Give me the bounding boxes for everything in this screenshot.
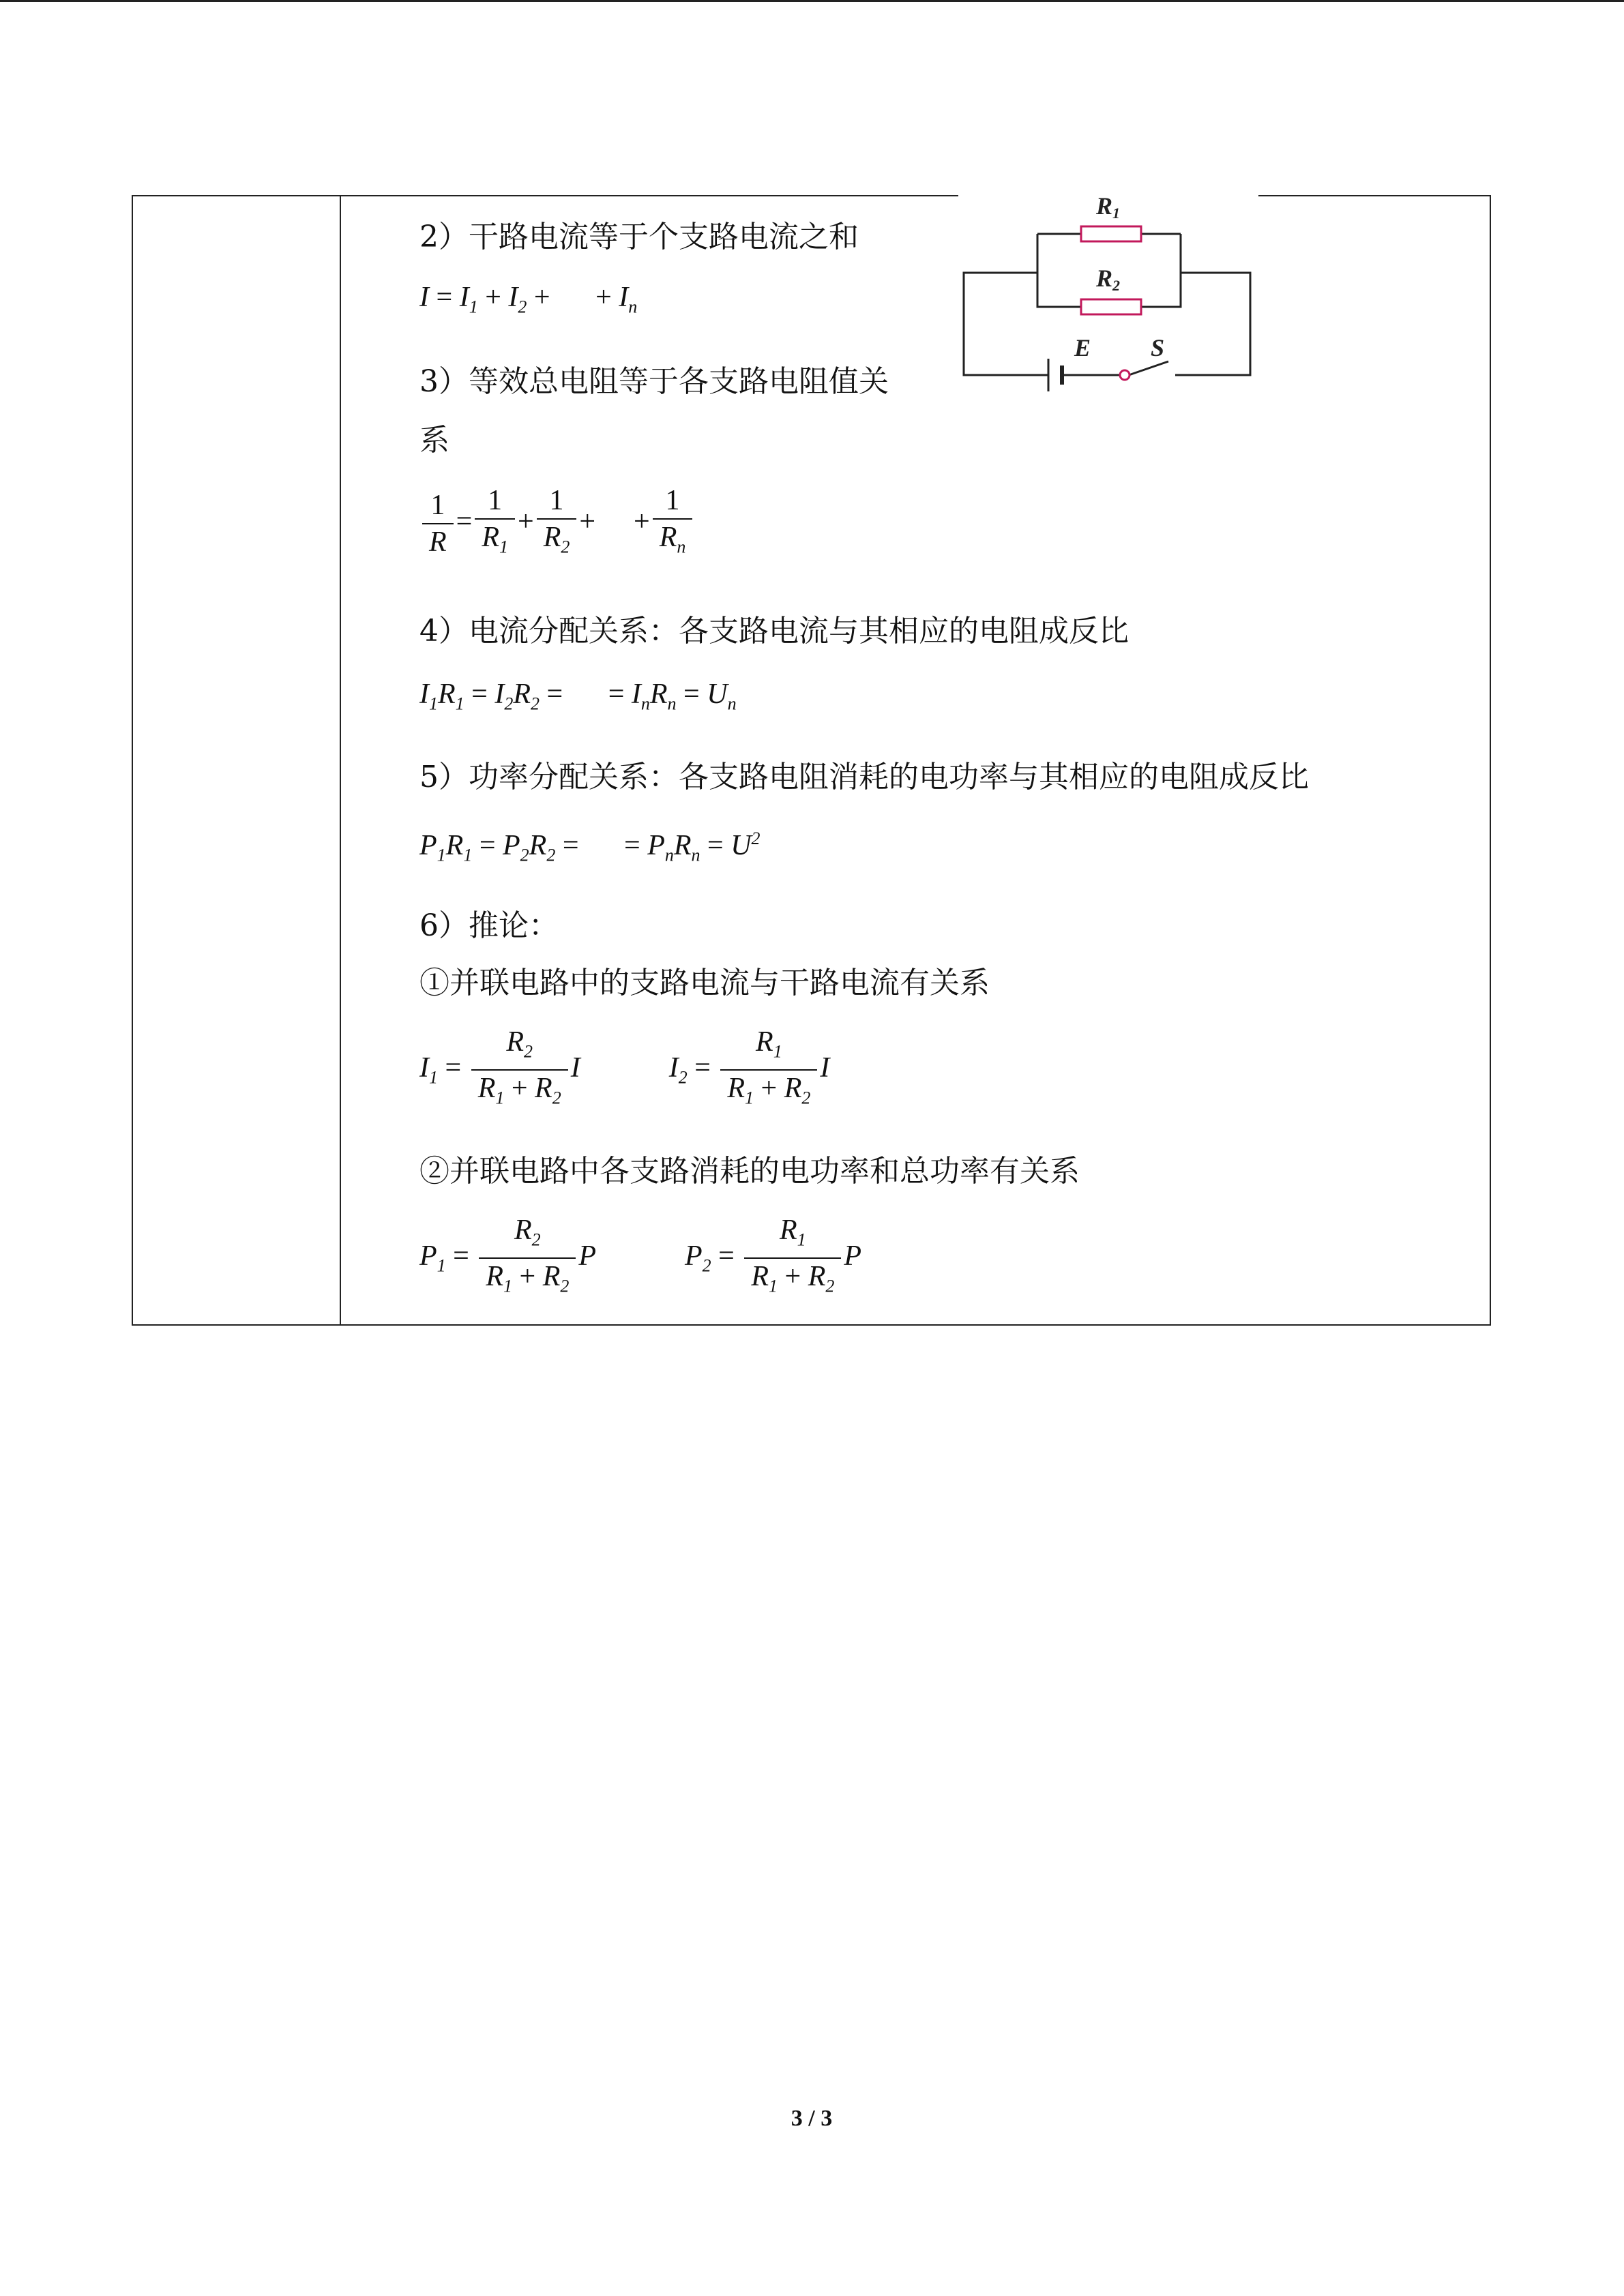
section6-item1: ①并联电路中的支路电流与干路电流有关系: [419, 966, 990, 1000]
page-number: 3 / 3: [791, 2106, 833, 2131]
label-source: E: [1074, 334, 1091, 361]
section3-heading-line2: 系: [419, 423, 449, 458]
section5-heading: 5）功率分配关系：各支路电阻消耗的电功率与其相应的电阻成反比: [419, 760, 1309, 794]
section6-heading: 6）推论：: [419, 908, 559, 943]
section4-formula: $I_1R_1 = I_2R_2$ = = $I_nR_n = U_n$: [419, 679, 737, 714]
section2-heading: 2）干路电流等于个支路电流之和: [419, 220, 859, 254]
lesson-table: [132, 195, 1491, 1326]
power-division-formulas: $P_1$ = $\frac{R_2}{R_1 + R_2}$ P $P_2$ = $\frac{R_1}{R_1 + R_2}$ P: [419, 1215, 861, 1302]
section5-formula: $P_1R_1 = P_2R_2$ = = $P_nR_n = U^2$: [419, 829, 761, 865]
section4-heading: 4）电流分配关系：各支路电流与其相应的电阻成反比: [419, 614, 1129, 648]
label-r2: R2: [1096, 265, 1121, 294]
parallel-circuit-diagram: [958, 184, 1258, 396]
resistor-r2: [1081, 299, 1141, 314]
label-r1: R1: [1096, 192, 1121, 222]
resistor-r1: [1081, 226, 1141, 241]
section6-item2: ②并联电路中各支路消耗的电功率和总功率有关系: [419, 1154, 1080, 1189]
label-switch: S: [1151, 334, 1165, 361]
content-cell: [419, 196, 1470, 1324]
top-rule: [0, 0, 1624, 2]
column-divider: [340, 196, 341, 1324]
section2-formula: $I = I_1 + I_2$ + + $I_n$: [419, 282, 638, 317]
switch-pivot: [1120, 370, 1130, 380]
section3-heading-line1: 3）等效总电阻等于各支路电阻值关: [419, 364, 889, 399]
current-division-formulas: $I_1$ = $\frac{R_2}{R_1 + R_2}$ I $I_2$ = $\frac{R_1}{R_1 + R_2}$ I: [419, 1027, 829, 1114]
section3-formula: $\frac{1}{R}$ = $\frac{1}{R_1}$ + $\frac{1}{R_2}$ + + $\frac{1}{R_n}$: [419, 486, 695, 562]
